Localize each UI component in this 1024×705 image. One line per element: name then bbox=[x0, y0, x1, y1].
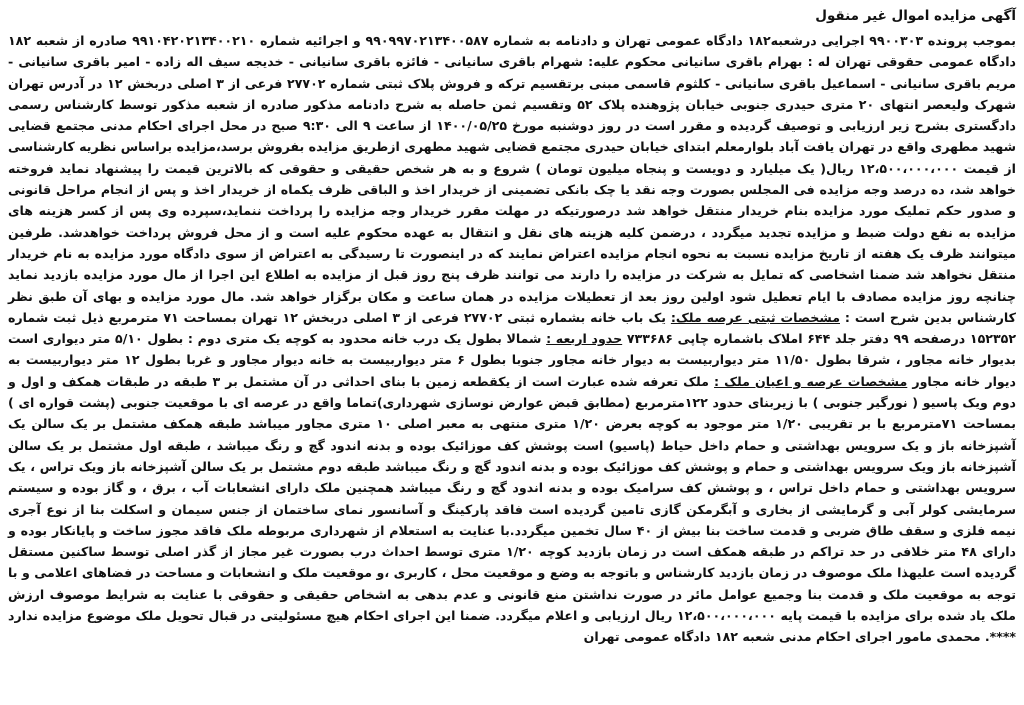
property-specs-text: ملک تعرفه شده عبارت است از یکقطعه زمین با بنای احداثی در آن مشتمل بر ۳ طبقه در طبقات همکف و اول و دوم ویک پاسیو ( نورگیر جنوبی ) با زیربنای حدود ۱۲۲مترمربع (مطابق قبض عوارض نوسازی شهرداری)تماما واقع در عرصه ای با موقعیت جنوبی (پشت قواره ای ) بمساحت ۷۱مترمربع با بر تقریبی ۱/۲۰ متر موجود به کوچه بعرض ۱/۲۰ متری منتهی به معبر اصلی ۱۰ متری مجاور میباشد طبقه همکف مشتمل بر یک سالن یک آشپزخانه باز و یک سرویس بهداشتی و حمام داخل حیاط (پاسیو) است پوشش کف موزائیک بوده و بدنه اندود گچ و رنگ میباشد ، طبقه اول مشتمل بر یک سالن آشپزخانه باز ویک سرویس بهداشتی و حمام و پوشش کف موزائیک بوده و بدنه اندود گچ و رنگ میباشد طبقه دوم مشتمل بر یک سالن آشپزخانه باز ویک تراس ، یک سرویس بهداشتی و حمام داخل تراس ، و پوشش کف سرامیک بوده و بدنه اندود گچ و رنگ میباشد همچنین ملک دارای انشعابات آب ، برق ، و گاز بوده و سیستم سرمایشی کولر آبی و گرمایشی از بخاری و آبگرمکن گازی تامین گردیده است فاقد پارکینگ و آسانسور نمای ساختمان از جنس سیمان و اسکلت بنا از نوع آجری نیمه فلزی و سقف طاق ضربی و قدمت ساخت بنا بیش از ۴۰ سال تخمین میگردد.با عنایت به استعلام از شهرداری مربوطه ملک فاقد مجوز ساخت و پایانکار بوده و دارای ۴۸ متر خلافی در حد تراکم در طبقه همکف است در زمان بازدید کوچه ۱/۲۰ متری توسط احداث درب بصورت غیر مجاز از گذر اصلی توسط ساکنین مستقل گردیده است علیهذا ملک موصوف در زمان بازدید کارشناس و باتوجه به وضع و موقعیت محل ، کاربری ،و موقعیت ملک و انشعابات و مساحت در فضاهای اعلامی و با توجه به موقعیت ملک و قدمت بنا وجمیع عوامل مائر در صورت نداشتن منع قانونی و عدم بدهی به اشخاص حقیقی و حقوقی با عنایت به شرایط موصوف ارزش ملک یاد شده برای مزایده با قیمت پایه ۱۲،۵۰۰،۰۰۰،۰۰۰ ریال ارزیابی و اعلام میگردد. ضمنا این اجرای احکام هیچ مسئولیتی در قبال تحویل ملک موضوع مزایده ندارد ****. محمدی مامور اجرای احکام مدنی شعبه ۱۸۲ دادگاه عمومی تهران bbox=[8, 373, 1016, 645]
notice-body bbox=[8, 30, 1016, 648]
notice-intro-text: بموجب پرونده ۹۹۰۰۳۰۳ اجرایی درشعبه۱۸۲ دادگاه عمومی تهران و دادنامه به شماره ۹۹۰۹۹۷۰۲۱۳۴۰۰۵۸۷ و اجرائیه شماره ۹۹۱۰۴۲۰۲۱۳۴۰۰۲۱۰ صادره از شعبه ۱۸۲ دادگاه عمومی حقوقی تهران له : بهرام باقری سانیانی محکوم علیه: شهرام باقری سانیانی - فائزه باقری سانیانی - خدیجه سیف اله زاده - امیر باقری سانیانی - مریم باقری سانیانی - اسماعیل باقری سانیانی - کلثوم قاسمی مبنی برتقسیم ترکه و فروش پلاک ثبتی شماره ۲۷۷۰۲ فرعی از ۳ اصلی دربخش ۱۲ در آدرس تهران شهرک ولیعصر انتهای ۲۰ متری حیدری جنوبی خیابان پژوهنده پلاک ۵۲ وتقسیم ثمن حاصله به شرح دادنامه مذکور صادره از شعبه مذکور توسط کارشناس رسمی دادگستری بشرح زیر ارزیابی و توصیف گردیده و مقرر است در روز دوشنبه مورخ ۱۴۰۰/۰۵/۲۵ از ساعت ۹ الی ۹:۳۰ صبح در محل اجرای احکام مدنی مجتمع قضایی شهید مطهری واقع در تهران یافت آباد بلوارمعلم ابتدای خیابان حیدری مجتمع قضایی شهید مطهری ازطریق مزایده بفروش برسد،مزایده براساس نظریه کارشناسی از قیمت ۱۲،۵۰۰،۰۰۰،۰۰۰ ریال( یک میلیارد و دویست و پنجاه میلیون تومان ) شروع و به هر شخص حقیقی و حقوقی که بالاترین قیمت را پیشنهاد نماید فروخته خواهد شد، ده درصد وجه مزایده فی المجلس بصورت وجه نقد یا چک بانکی تضمینی از خریدار اخذ و الباقی ظرف یکماه از خریدار اخذ و پس از انجام مراحل قانونی و صدور حکم تملیک مورد مزایده بنام خریدار منتقل خواهد شد درصورتیکه در مهلت مقرر خریدار وجه مزایده را پرداخت ننماید،سپرده وی پس از کسر هزینه های مزایده به نفع دولت ضبط و مزایده تجدید میگردد ، درضمن کلیه هزینه های نقل و انتقال به عهده محکوم علیه است و از محل فروش پرداخت خواهدشد. طرفین میتوانند ظرف یک هفته از تاریخ مزایده نسبت به نحوه انجام مزایده اعتراض نمایند که در اینصورت تا رسیدگی به اعتراض از سوی دادگاه مورد مزایده به نام خریدار منتقل نخواهد شد ضمنا اشخاصی که تمایل به شرکت در مزایده را دارند می توانند ظرف پنج روز قبل از مزایده به اطلاع این اجرا از مال مورد مزایده بازدید نماید چنانچه روز مزایده مصادف با ایام تعطیل شود اولین روز بعد از تعطیلات مزایده در همان ساعت و مکان برگزار خواهد شد. مال مورد مزایده و بهای آن طبق نظر کارشناس بدین شرح است : bbox=[8, 33, 1017, 325]
notice-title: آگهی مزایده اموال غیر منقول bbox=[815, 8, 1016, 24]
boundaries-heading: حدود اربعه : bbox=[546, 331, 623, 347]
property-specs-heading: مشخصات عرصه و اعیان ملک : bbox=[714, 373, 908, 389]
registry-specs-heading: مشخصات ثبتی عرصه ملک: bbox=[670, 309, 840, 325]
boundaries-text: شمالا بطول یک درب خانه محدود به کوچه یک متری دوم : بطول ۵/۱۰ متر دیواری است بدیوار خانه مجاور ، شرقا بطول ۱۱/۵۰ متر دیواربیست به دیوار خانه مجاور جنوبا بطول ۶ متر دیواربیست به خانه دیوار مجاور و غربا بطول ۱۲ متر دیواربیست به دیوار خانه مجاور bbox=[8, 331, 1017, 389]
registry-specs-text: یک باب خانه بشماره ثبتی ۲۷۷۰۲ فرعی از ۳ اصلی دربخش ۱۲ تهران بمساحت ۷۱ مترمربع ذیل ثبت شماره ۱۵۲۳۵۲ درصفحه ۹۹ دفتر جلد ۶۴۴ املاک باشماره چاپی ۷۳۳۶۸۶ bbox=[8, 309, 1017, 347]
